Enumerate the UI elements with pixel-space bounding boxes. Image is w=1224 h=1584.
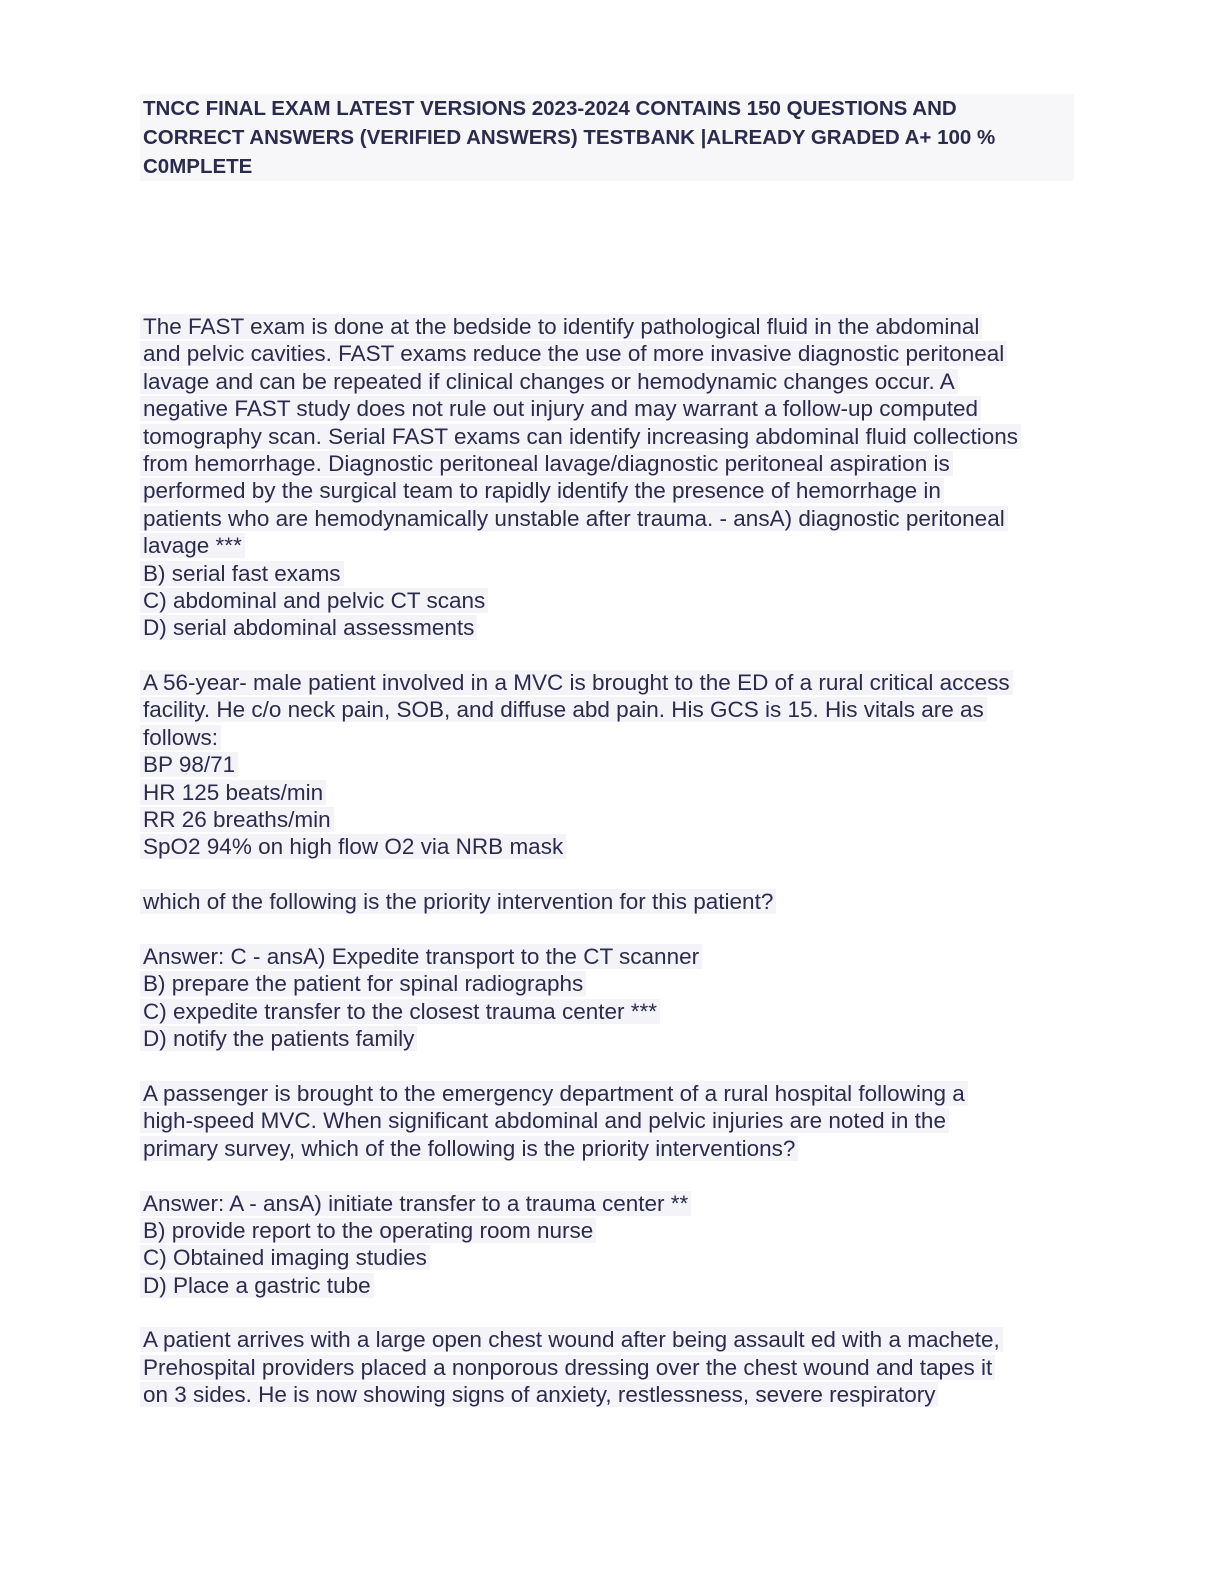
- text-line: patients who are hemodynamically unstable after trauma. - ansA) diagnostic peritoneal: [140, 505, 1080, 532]
- answer-option: C) abdominal and pelvic CT scans: [140, 587, 1080, 614]
- paragraph-gap: [140, 1299, 1080, 1326]
- question-text: which of the following is the priority intervention for this patient?: [140, 888, 1080, 915]
- text-line: on 3 sides. He is now showing signs of anxiety, restlessness, severe respiratory: [140, 1381, 1080, 1408]
- text-line: Prehospital providers placed a nonporous dressing over the chest wound and tapes it: [140, 1354, 1080, 1381]
- paragraph-gap: [140, 1162, 1080, 1189]
- answer-option: Answer: C - ansA) Expedite transport to the CT scanner: [140, 943, 1080, 970]
- text-line: follows:: [140, 724, 1080, 751]
- question-block-passenger: [140, 1080, 1080, 1299]
- text-line: A 56-year- male patient involved in a MVC is brought to the ED of a rural critical access: [140, 669, 1080, 696]
- vital-sign: BP 98/71: [140, 751, 1080, 778]
- document-title: [140, 94, 1074, 181]
- paragraph-gap: [140, 1053, 1080, 1080]
- answer-option: D) notify the patients family: [140, 1025, 1080, 1052]
- text-line: high-speed MVC. When significant abdominal and pelvic injuries are noted in the: [140, 1107, 1080, 1134]
- text-line: lavage and can be repeated if clinical changes or hemodynamic changes occur. A: [140, 368, 1080, 395]
- paragraph-gap: [140, 916, 1080, 943]
- text-line: facility. He c/o neck pain, SOB, and diffuse abd pain. His GCS is 15. His vitals are as: [140, 696, 1080, 723]
- paragraph-gap: [140, 642, 1080, 669]
- answer-option: D) Place a gastric tube: [140, 1272, 1080, 1299]
- title-line: C0MPLETE: [143, 155, 253, 178]
- answer-option: D) serial abdominal assessments: [140, 614, 1080, 641]
- answer-option: B) serial fast exams: [140, 560, 1080, 587]
- text-line: tomography scan. Serial FAST exams can identify increasing abdominal fluid collections: [140, 423, 1080, 450]
- answer-option: Answer: A - ansA) initiate transfer to a trauma center **: [140, 1190, 1080, 1217]
- paragraph-gap: [140, 861, 1080, 888]
- answer-option: B) provide report to the operating room nurse: [140, 1217, 1080, 1244]
- text-line: A patient arrives with a large open chest wound after being assault ed with a machete,: [140, 1326, 1080, 1353]
- vital-sign: HR 125 beats/min: [140, 779, 1080, 806]
- text-line: primary survey, which of the following is the priority interventions?: [140, 1135, 1080, 1162]
- vital-sign: SpO2 94% on high flow O2 via NRB mask: [140, 833, 1080, 860]
- document-body: [140, 313, 1080, 1409]
- question-block-chest-wound: [140, 1326, 1080, 1408]
- text-line: and pelvic cavities. FAST exams reduce the use of more invasive diagnostic peritoneal: [140, 340, 1080, 367]
- text-line: lavage ***: [140, 532, 1080, 559]
- text-line: from hemorrhage. Diagnostic peritoneal lavage/diagnostic peritoneal aspiration is: [140, 450, 1080, 477]
- question-block-mvc-male: [140, 669, 1080, 1052]
- answer-option: C) Obtained imaging studies: [140, 1244, 1080, 1271]
- text-line: A passenger is brought to the emergency department of a rural hospital following a: [140, 1080, 1080, 1107]
- answer-option: B) prepare the patient for spinal radiographs: [140, 970, 1080, 997]
- title-line: CORRECT ANSWERS (VERIFIED ANSWERS) TESTBANK |ALREADY GRADED A+ 100 %: [143, 126, 996, 149]
- text-line: negative FAST study does not rule out injury and may warrant a follow-up computed: [140, 395, 1080, 422]
- text-line: performed by the surgical team to rapidly identify the presence of hemorrhage in: [140, 477, 1080, 504]
- text-line: The FAST exam is done at the bedside to identify pathological fluid in the abdominal: [140, 313, 1080, 340]
- title-line: TNCC FINAL EXAM LATEST VERSIONS 2023-2024 CONTAINS 150 QUESTIONS AND: [143, 97, 957, 120]
- answer-option: C) expedite transfer to the closest trauma center ***: [140, 998, 1080, 1025]
- question-block-fast-exam: [140, 313, 1080, 642]
- vital-sign: RR 26 breaths/min: [140, 806, 1080, 833]
